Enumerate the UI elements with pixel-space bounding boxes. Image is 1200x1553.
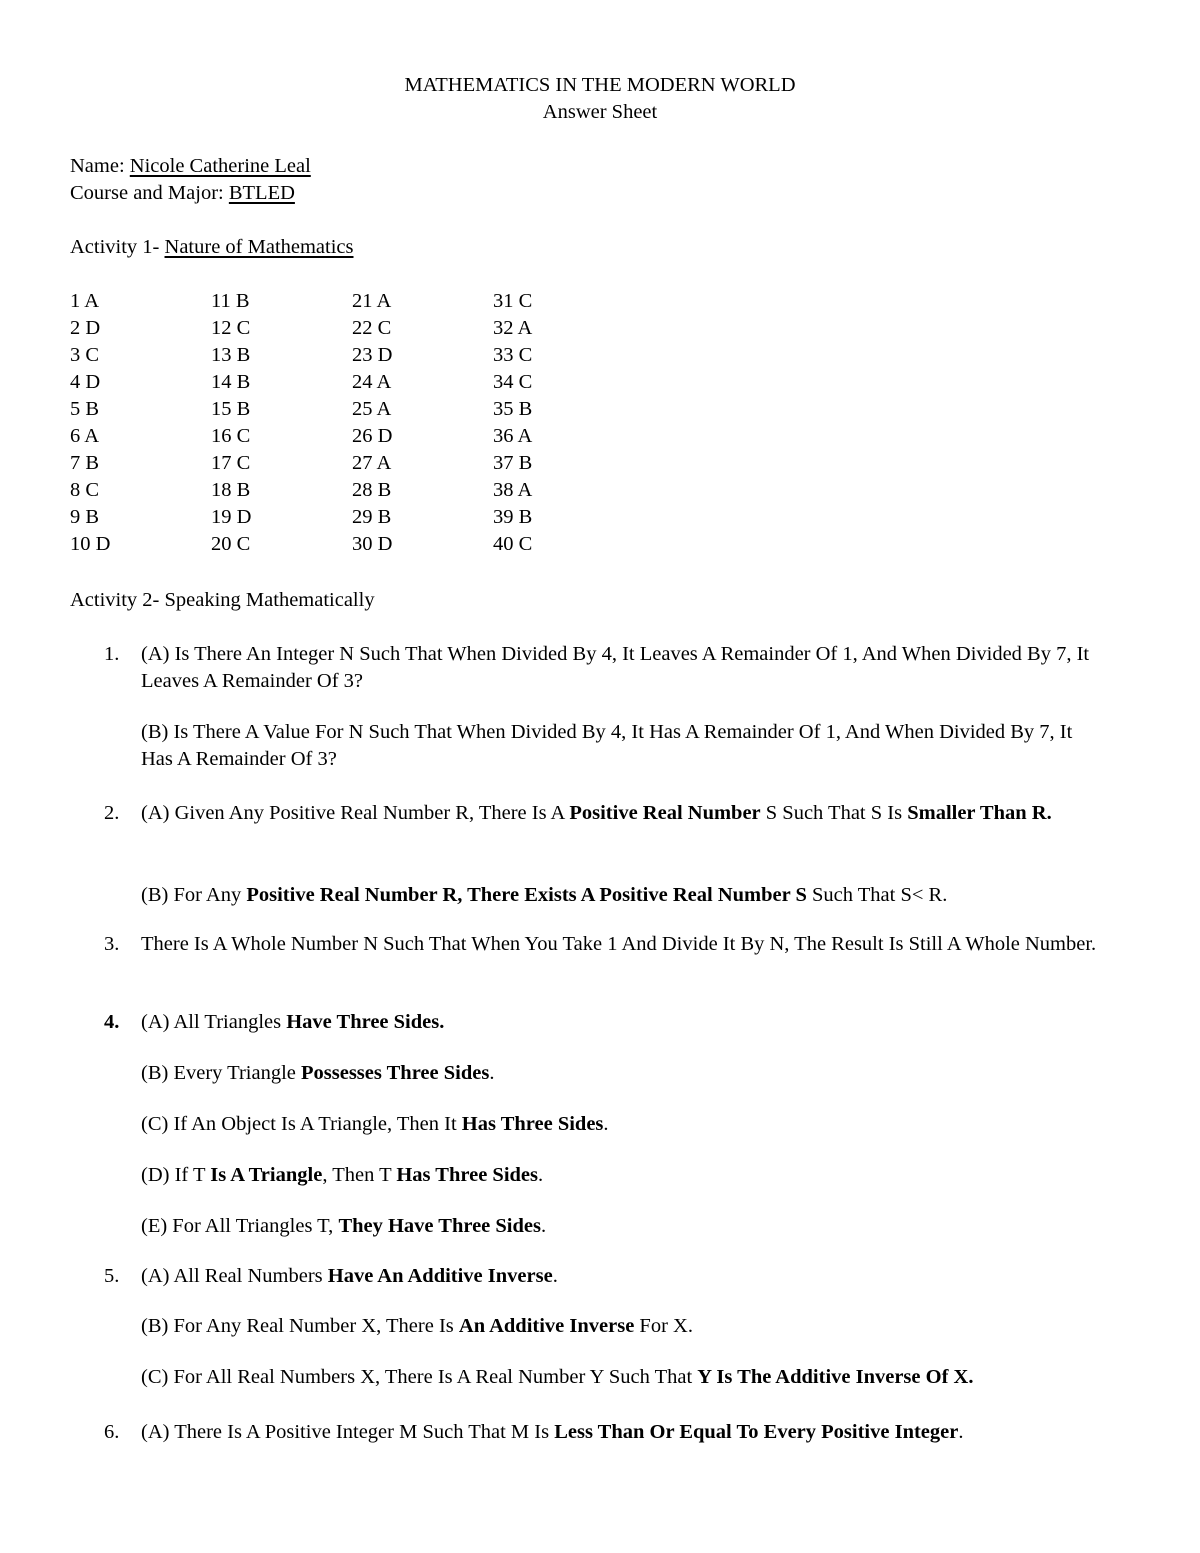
text-segment: (A) There Is A Positive Integer M Such That M Is (141, 1421, 555, 1443)
question-number: 5. (104, 1265, 120, 1287)
name-line (70, 153, 311, 180)
activity2-heading: Activity 2- Speaking Mathematically (70, 589, 375, 611)
question-number: 1. (104, 643, 120, 665)
answer-cell: 34 C (493, 371, 533, 393)
answer-cell: 12 C (211, 317, 251, 339)
text-segment: . (489, 1062, 495, 1084)
bold-segment: An Additive Inverse (458, 1315, 635, 1337)
bold-segment: Positive Real Number R, There Exists A Positive Real Number S (246, 884, 807, 906)
answer-statement (141, 1162, 1101, 1189)
bold-segment: Less Than Or Equal To Every Positive Integer (554, 1421, 959, 1443)
answer-cell: 29 B (352, 506, 392, 528)
text-segment: . (541, 1215, 547, 1237)
answer-statement (141, 931, 1101, 958)
answer-statement (141, 1263, 1101, 1290)
answer-cell: 4 D (70, 371, 101, 393)
bold-segment: Have Three Sides. (286, 1011, 445, 1033)
answer-cell: 38 A (493, 479, 533, 501)
text-segment: . (552, 1265, 558, 1287)
bold-segment: Has Three Sides (461, 1113, 604, 1135)
text-segment: (C) For All Real Numbers X, There Is A Real Number Y Such That (141, 1366, 698, 1388)
answer-cell: 8 C (70, 479, 100, 501)
bold-segment: Y Is The Additive Inverse Of X. (697, 1366, 974, 1388)
answer-cell: 28 B (352, 479, 392, 501)
answer-cell: 17 C (211, 452, 251, 474)
answer-cell: 31 C (493, 290, 533, 312)
name-label: Name: (70, 155, 130, 177)
bold-segment: Have An Additive Inverse (327, 1265, 553, 1287)
text-segment: (A) All Real Numbers (141, 1265, 328, 1287)
activity1-title: Nature of Mathematics (164, 236, 354, 258)
activity1-heading (70, 234, 354, 261)
answer-cell: 21 A (352, 290, 392, 312)
answer-statement (141, 1213, 1101, 1240)
text-segment: , Then T (322, 1164, 397, 1186)
bold-segment: Is A Triangle (210, 1164, 323, 1186)
answer-statement (141, 1419, 1101, 1446)
answer-cell: 19 D (211, 506, 252, 528)
student-name: Nicole Catherine Leal (129, 155, 311, 177)
answer-statement (141, 1009, 1101, 1036)
answer-cell: 15 B (211, 398, 251, 420)
course-line (70, 180, 295, 207)
answer-cell: 2 D (70, 317, 101, 339)
text-segment: . (603, 1113, 609, 1135)
answer-statement (141, 1313, 1101, 1340)
answer-statement (141, 800, 1101, 827)
answer-statement (141, 1060, 1101, 1087)
answer-cell: 22 C (352, 317, 392, 339)
text-segment: For X. (634, 1315, 693, 1337)
answer-cell: 13 B (211, 344, 251, 366)
answer-cell: 9 B (70, 506, 100, 528)
answer-statement (141, 641, 1101, 695)
text-segment: There Is A Whole Number N Such That When You Take 1 And Divide It By N, The Result Is Still A Whole Number. (141, 933, 1097, 955)
answer-statement (141, 1111, 1101, 1138)
answer-grid (70, 288, 634, 558)
text-segment: Such That S< R. (806, 884, 948, 906)
course-label: Course and Major: (70, 182, 229, 204)
text-segment: (B) For Any (141, 884, 247, 906)
answer-cell: 3 C (70, 344, 100, 366)
question-number: 3. (104, 933, 120, 955)
answer-cell: 39 B (493, 506, 533, 528)
answer-cell: 32 A (493, 317, 533, 339)
text-segment: (A) All Triangles (141, 1011, 287, 1033)
text-segment: (A) Is There An Integer N Such That When Divided By 4, It Leaves A Remainder Of 1, And When Divided By 7, It Leaves A Remainder Of 3? (141, 643, 1090, 692)
answer-cell: 36 A (493, 425, 533, 447)
answer-cell: 1 A (70, 290, 100, 312)
answer-cell: 37 B (493, 452, 533, 474)
answer-cell: 33 C (493, 344, 533, 366)
answer-statement (141, 882, 1101, 909)
answer-cell: 27 A (352, 452, 392, 474)
question-number: 4. (104, 1011, 120, 1033)
text-segment: (B) Every Triangle (141, 1062, 301, 1084)
bold-segment: Smaller Than R. (907, 802, 1052, 824)
answer-cell: 40 C (493, 533, 533, 555)
activity1-label: Activity 1- (70, 236, 165, 258)
answer-cell: 14 B (211, 371, 251, 393)
text-segment: (B) For Any Real Number X, There Is (141, 1315, 459, 1337)
answer-statement (141, 719, 1101, 773)
document-subtitle: Answer Sheet (542, 101, 658, 123)
text-segment: (A) Given Any Positive Real Number R, There Is A (141, 802, 570, 824)
text-segment: (C) If An Object Is A Triangle, Then It (141, 1113, 462, 1135)
text-segment: S Such That S Is (760, 802, 908, 824)
text-segment: . (958, 1421, 964, 1443)
text-segment: . (538, 1164, 544, 1186)
answer-cell: 6 A (70, 425, 100, 447)
text-segment: (E) For All Triangles T, (141, 1215, 339, 1237)
answer-cell: 7 B (70, 452, 100, 474)
document-title: MATHEMATICS IN THE MODERN WORLD (404, 74, 796, 96)
bold-segment: Has Three Sides (396, 1164, 538, 1186)
answer-statement (141, 1364, 1101, 1391)
answer-cell: 5 B (70, 398, 100, 420)
question-number: 2. (104, 802, 120, 824)
bold-segment: Positive Real Number (569, 802, 761, 824)
answer-cell: 26 D (352, 425, 393, 447)
answer-cell: 24 A (352, 371, 392, 393)
answer-cell: 25 A (352, 398, 392, 420)
text-segment: (B) Is There A Value For N Such That When Divided By 4, It Has A Remainder Of 1, And When Divided By 7, It Has A Remainder Of 3? (141, 721, 1073, 770)
answer-cell: 18 B (211, 479, 251, 501)
answer-cell: 10 D (70, 533, 111, 555)
answer-cell: 16 C (211, 425, 251, 447)
bold-segment: Possesses Three Sides (301, 1062, 490, 1084)
text-segment: (D) If T (141, 1164, 211, 1186)
answer-cell: 35 B (493, 398, 533, 420)
course-value: BTLED (228, 182, 295, 204)
answer-cell: 11 B (211, 290, 250, 312)
answer-cell: 23 D (352, 344, 393, 366)
answer-cell: 20 C (211, 533, 251, 555)
answer-cell: 30 D (352, 533, 393, 555)
bold-segment: They Have Three Sides (338, 1215, 541, 1237)
question-number: 6. (104, 1421, 120, 1443)
